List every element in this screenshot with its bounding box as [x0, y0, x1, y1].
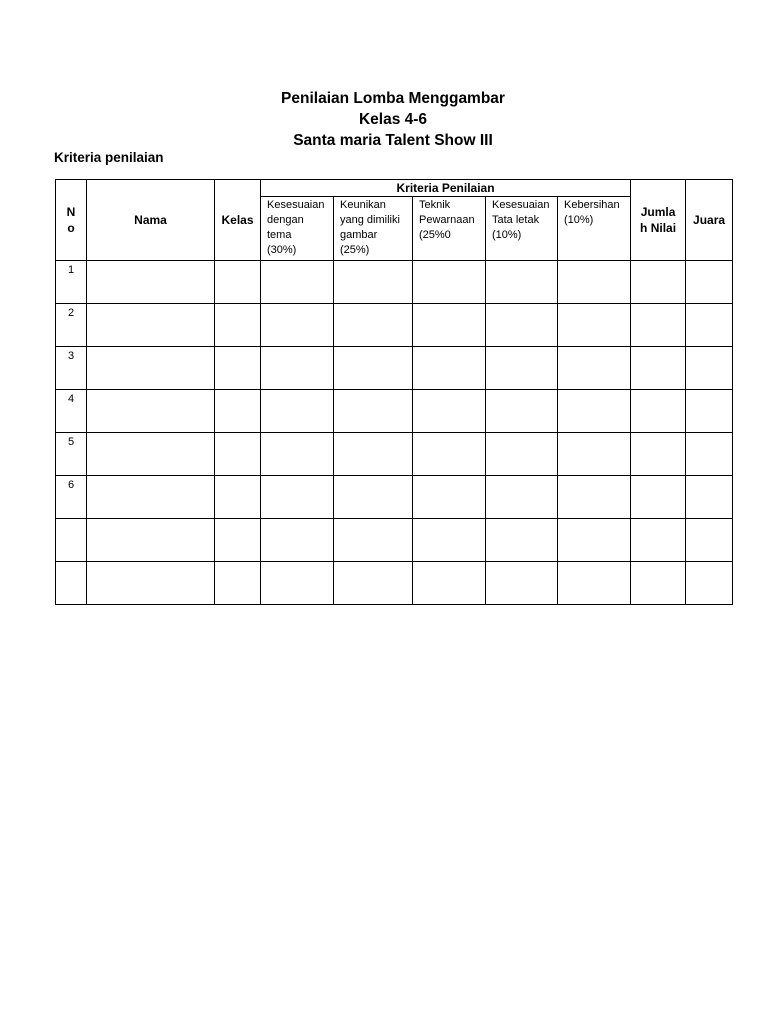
table-cell[interactable] [87, 347, 215, 390]
table-cell[interactable] [334, 390, 413, 433]
criterion-line: gambar [340, 229, 378, 241]
title-line-1: Penilaian Lomba Menggambar [281, 90, 505, 107]
table-cell[interactable] [558, 390, 631, 433]
criterion-line: Keunikan [340, 199, 386, 211]
table-cell[interactable] [334, 433, 413, 476]
header-criterion-1 [261, 197, 334, 261]
table-cell[interactable] [686, 433, 733, 476]
table-cell[interactable] [686, 476, 733, 519]
table-cell[interactable] [631, 304, 686, 347]
table-cell[interactable] [334, 562, 413, 605]
criterion-line: yang dimiliki [340, 214, 400, 226]
table-cell[interactable] [413, 433, 486, 476]
table-cell[interactable] [215, 261, 261, 304]
table-cell[interactable] [87, 261, 215, 304]
table-cell[interactable] [686, 261, 733, 304]
header-criterion-4 [486, 197, 558, 261]
assessment-table [55, 179, 733, 605]
table-cell[interactable] [631, 390, 686, 433]
table-cell[interactable] [87, 519, 215, 562]
table-cell[interactable] [334, 347, 413, 390]
table-cell[interactable] [486, 476, 558, 519]
table-cell[interactable] [558, 519, 631, 562]
table-cell[interactable] [334, 476, 413, 519]
table-cell[interactable] [87, 476, 215, 519]
header-jumlah-nilai [631, 180, 686, 261]
row-number: 4 [56, 390, 87, 433]
header-criterion-5 [558, 197, 631, 261]
table-cell[interactable] [486, 433, 558, 476]
row-number: 5 [56, 433, 87, 476]
table-cell[interactable] [413, 304, 486, 347]
section-subtitle: Kriteria penilaian [54, 150, 164, 165]
header-kriteria-group: Kriteria Penilaian [261, 180, 631, 197]
table-cell[interactable] [558, 261, 631, 304]
table-cell[interactable] [631, 347, 686, 390]
table-cell[interactable] [413, 261, 486, 304]
table-cell[interactable] [486, 347, 558, 390]
table-cell[interactable] [631, 519, 686, 562]
header-juara: Juara [686, 180, 733, 261]
table-cell[interactable] [87, 304, 215, 347]
row-number: 1 [56, 261, 87, 304]
table-cell[interactable] [215, 476, 261, 519]
criterion-line: Pewarnaan [419, 214, 475, 226]
row-number: 2 [56, 304, 87, 347]
table-cell[interactable] [631, 476, 686, 519]
table-row [56, 347, 733, 390]
row-number [56, 519, 87, 562]
table-row [56, 519, 733, 562]
table-row [56, 261, 733, 304]
table-row [56, 390, 733, 433]
header-jumlah-line2: h Nilai [640, 221, 677, 235]
document-title [0, 88, 768, 151]
title-line-2: Kelas 4-6 [358, 111, 428, 128]
table-cell[interactable] [215, 390, 261, 433]
criterion-line: (10%) [564, 214, 594, 226]
header-no [56, 180, 87, 261]
table-cell[interactable] [631, 562, 686, 605]
table-cell[interactable] [413, 562, 486, 605]
table-cell[interactable] [87, 433, 215, 476]
header-no-line1: N [66, 205, 76, 219]
table-cell[interactable] [558, 304, 631, 347]
table-cell[interactable] [215, 304, 261, 347]
table-cell[interactable] [413, 476, 486, 519]
table-cell[interactable] [215, 519, 261, 562]
table-cell[interactable] [261, 562, 334, 605]
table-cell[interactable] [215, 347, 261, 390]
table-cell[interactable] [558, 347, 631, 390]
table-cell[interactable] [631, 261, 686, 304]
table-cell[interactable] [686, 347, 733, 390]
table-row [56, 304, 733, 347]
table-cell[interactable] [558, 433, 631, 476]
header-jumlah-line1: Jumla [640, 205, 676, 219]
criterion-line: Kebersihan [564, 199, 620, 211]
table-cell[interactable] [334, 519, 413, 562]
table-row [56, 433, 733, 476]
table-cell[interactable] [261, 304, 334, 347]
criterion-line: (25%) [340, 244, 370, 256]
table-cell[interactable] [486, 562, 558, 605]
criterion-line: (25%0 [419, 229, 451, 241]
table-cell[interactable] [261, 347, 334, 390]
table-cell[interactable] [87, 562, 215, 605]
table-cell[interactable] [261, 519, 334, 562]
table-cell[interactable] [486, 304, 558, 347]
header-kelas: Kelas [215, 180, 261, 261]
criterion-line: Kesesuaian [267, 199, 325, 211]
table-cell[interactable] [686, 390, 733, 433]
table-cell[interactable] [413, 519, 486, 562]
table-cell[interactable] [261, 433, 334, 476]
table-row [56, 476, 733, 519]
table-row [56, 562, 733, 605]
table-cell[interactable] [413, 390, 486, 433]
table-cell[interactable] [215, 562, 261, 605]
table-cell[interactable] [631, 433, 686, 476]
table-cell[interactable] [334, 261, 413, 304]
table-cell[interactable] [215, 433, 261, 476]
row-number [56, 562, 87, 605]
table-cell[interactable] [686, 519, 733, 562]
table-cell[interactable] [261, 476, 334, 519]
criterion-line: Kesesuaian [492, 199, 550, 211]
header-criterion-3 [413, 197, 486, 261]
header-no-line2: o [67, 221, 75, 235]
table-cell[interactable] [261, 261, 334, 304]
row-number: 6 [56, 476, 87, 519]
criterion-line: dengan [267, 214, 304, 226]
criterion-line: Tata letak [492, 214, 540, 226]
table-cell[interactable] [87, 390, 215, 433]
table-cell[interactable] [486, 390, 558, 433]
table-cell[interactable] [334, 304, 413, 347]
table-cell[interactable] [261, 390, 334, 433]
criterion-line: (30%) [267, 244, 297, 256]
header-nama: Nama [87, 180, 215, 261]
table-cell[interactable] [486, 519, 558, 562]
table-cell[interactable] [686, 562, 733, 605]
table-cell[interactable] [686, 304, 733, 347]
title-line-3: Santa maria Talent Show III [293, 132, 493, 149]
header-criterion-2 [334, 197, 413, 261]
row-number: 3 [56, 347, 87, 390]
table-cell[interactable] [558, 476, 631, 519]
table-cell[interactable] [413, 347, 486, 390]
table-cell[interactable] [558, 562, 631, 605]
criterion-line: (10%) [492, 229, 522, 241]
criterion-line: tema [267, 229, 292, 241]
criterion-line: Teknik [419, 199, 451, 211]
table-cell[interactable] [486, 261, 558, 304]
